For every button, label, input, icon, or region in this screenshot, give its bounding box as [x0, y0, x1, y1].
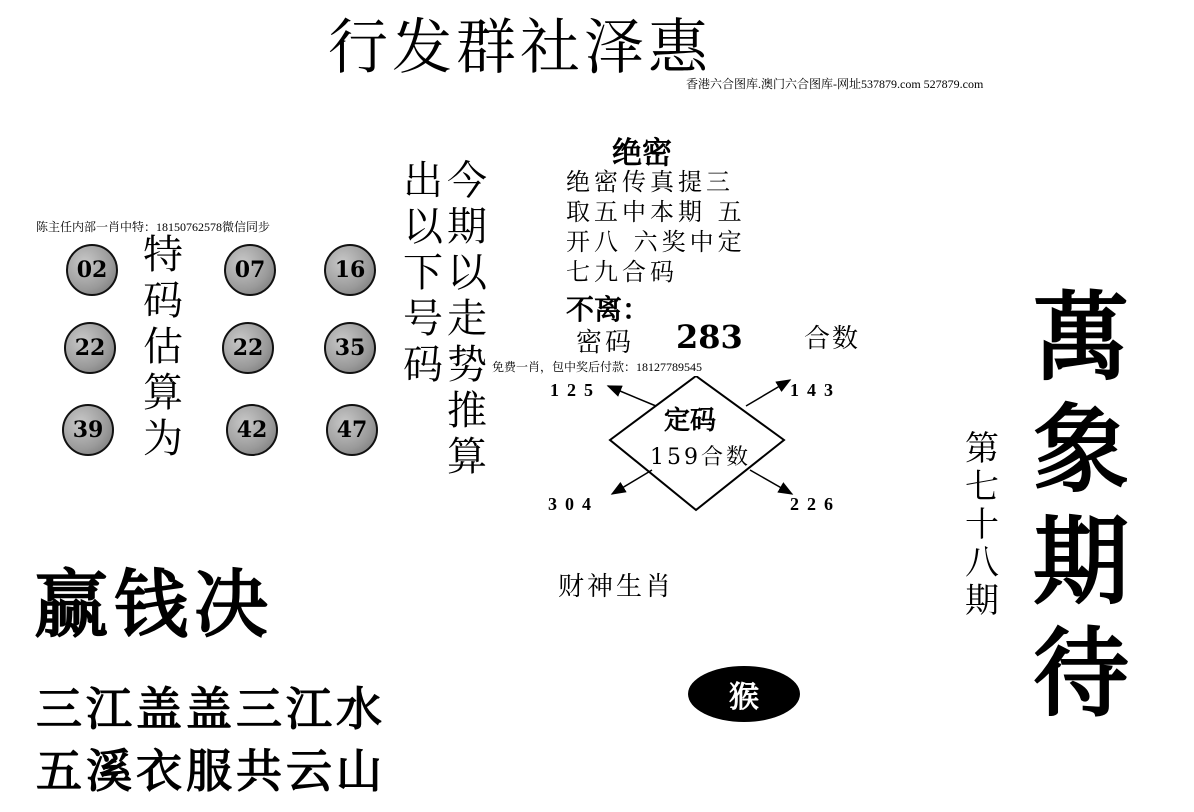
corner-number-bottom-right: 226 — [790, 494, 841, 514]
contact-line: 陈主任内部一肖中特：18150762578微信同步 — [36, 220, 271, 234]
number-ball: 47 — [326, 404, 378, 456]
secret-line: 取五中本期 五 — [566, 198, 746, 226]
arrow-bottom-left — [612, 470, 652, 494]
win-title: 赢钱决 — [34, 562, 274, 648]
poem-line-1: 三江盖盖三江水 — [36, 682, 386, 736]
corner-number-bottom-left: 304 — [548, 494, 599, 514]
dingma-label: 定码 — [664, 406, 717, 436]
tema-estimate-vertical: 特码估算为 — [143, 232, 183, 462]
arrow-top-right — [746, 380, 790, 406]
number-ball: 07 — [224, 244, 276, 296]
number-ball: 22 — [64, 322, 116, 374]
heshu-label: 合数 — [804, 324, 861, 354]
big-vertical-slogan: 萬象期待 — [1033, 281, 1129, 730]
zodiac-badge: 猴 — [688, 666, 800, 722]
dingma-value: 159合数 — [650, 445, 751, 470]
trend-column-2: 出以下号码 — [403, 158, 443, 388]
number-ball: 02 — [66, 244, 118, 296]
number-ball: 39 — [62, 404, 114, 456]
issue-number-vertical: 第七十八期 — [965, 429, 999, 621]
site-url-line: 香港六合图库.澳门六合图库-网址537879.com 527879.com — [686, 77, 984, 91]
arrow-top-left — [608, 386, 656, 406]
number-ball: 22 — [222, 322, 274, 374]
poem-line-2: 五溪衣服共云山 — [36, 744, 386, 798]
arrow-bottom-right — [750, 470, 792, 494]
secret-heading: 绝密 — [612, 136, 672, 171]
number-ball: 35 — [324, 322, 376, 374]
buli-heading: 不离： — [566, 293, 651, 326]
number-ball: 42 — [226, 404, 278, 456]
corner-number-top-right: 143 — [790, 380, 841, 400]
secret-line: 绝密传真提三 — [566, 168, 734, 196]
secret-line: 七九合码 — [566, 258, 678, 286]
mima-label: 密码 — [576, 328, 635, 358]
mima-value: 283 — [676, 318, 743, 356]
corner-number-top-left: 125 — [550, 380, 601, 400]
number-ball: 16 — [324, 244, 376, 296]
caishen-zodiac-label: 财神生肖 — [558, 572, 675, 602]
secret-line: 开八 六奖中定 — [566, 228, 746, 256]
page-title: 行发群社泽惠 — [328, 13, 712, 83]
trend-column-1: 今期以走势推算 — [447, 158, 487, 480]
free-offer-line: 免费一肖，包中奖后付款：18127789545 — [492, 360, 703, 374]
